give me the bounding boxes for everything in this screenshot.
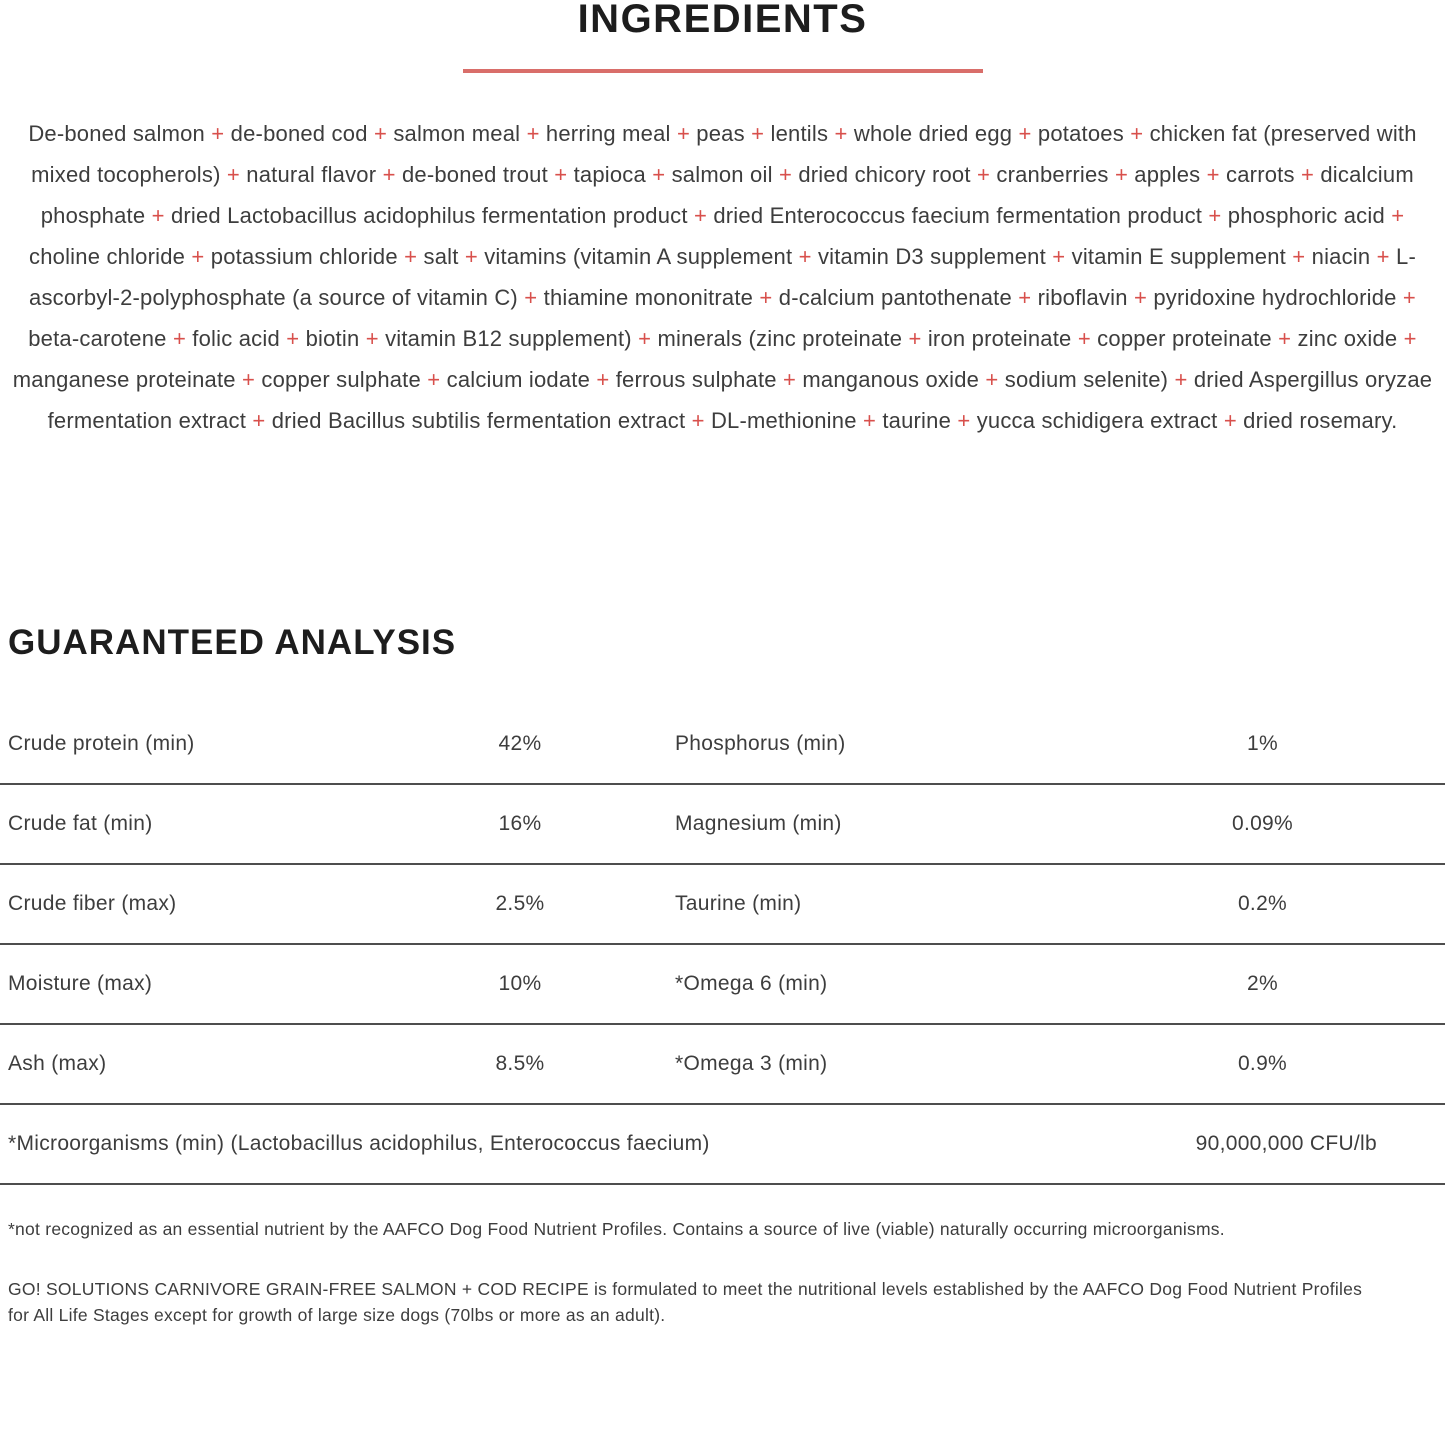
nutrient-value-right: 0.09% xyxy=(1231,812,1294,835)
plus-separator: + xyxy=(464,244,478,269)
plus-separator: + xyxy=(862,408,877,433)
plus-separator: + xyxy=(1391,203,1405,228)
analysis-row xyxy=(0,785,1445,865)
plus-separator: + xyxy=(778,162,793,187)
plus-separator: + xyxy=(1133,285,1148,310)
plus-separator: + xyxy=(1300,162,1315,187)
plus-separator: + xyxy=(783,367,797,392)
nutrient-value-right: 1% xyxy=(1247,732,1278,755)
nutrient-value-right: 0.2% xyxy=(1237,892,1288,915)
page-title: INGREDIENTS xyxy=(577,0,868,41)
plus-separator: + xyxy=(1052,244,1066,269)
plus-separator: + xyxy=(1130,121,1144,146)
guaranteed-analysis-heading: GUARANTEED ANALYSIS xyxy=(8,623,457,662)
plus-separator: + xyxy=(526,121,540,146)
plus-separator: + xyxy=(365,326,379,351)
plus-separator: + xyxy=(596,367,610,392)
plus-separator: + xyxy=(1278,326,1292,351)
plus-separator: + xyxy=(676,121,690,146)
plus-separator: + xyxy=(1206,162,1220,187)
plus-separator: + xyxy=(286,326,300,351)
plus-separator: + xyxy=(957,408,971,433)
nutrient-label-right: *Omega 3 (min) xyxy=(675,1052,828,1075)
plus-separator: + xyxy=(1114,162,1128,187)
plus-separator: + xyxy=(211,121,225,146)
plus-separator: + xyxy=(226,162,240,187)
plus-separator: + xyxy=(1018,285,1032,310)
nutrient-label-right: Taurine (min) xyxy=(675,892,802,915)
plus-separator: + xyxy=(1223,408,1237,433)
nutrient-value-right: 0.9% xyxy=(1237,1052,1288,1075)
nutrient-label-right: Phosphorus (min) xyxy=(675,732,846,755)
plus-separator: + xyxy=(691,408,705,433)
plus-separator: + xyxy=(1077,326,1091,351)
nutrient-label-left: Crude fiber (max) xyxy=(8,892,177,915)
plus-separator: + xyxy=(693,203,708,228)
microorganisms-row xyxy=(0,1105,1445,1185)
nutrient-value-left: 8.5% xyxy=(495,1052,545,1075)
plus-separator: + xyxy=(751,121,765,146)
ingredients-paragraph: De-boned salmon + de-boned cod + salmon meal + herring meal + peas + lentils + whole dried egg + potatoes + chicken fat (preserved with mixed tocopherols) + natural flavor + de-boned trout + tapioca + salmon oil + dried chicory root + cranberries + apples + carrots + dicalcium phosphate + dried Lactobacillus acidophilus fermentation product + dried Enterococcus faecium fermentation product + phosphoric acid + choline chloride + potassium chloride + salt + vitamins (vitamin A supplement + vitamin D3 supplement + vitamin E supplement + niacin + L-ascorbyl-2-polyphosphate (a source of vitamin C) + thiamine mononitrate + d-calcium pantothenate + riboflavin + pyridoxine hydrochloride + beta-carotene + folic acid + biotin + vitamin B12 supplement) + minerals (zinc proteinate + iron proteinate + copper proteinate + zinc oxide + manganese proteinate + copper sulphate + calcium iodate + ferrous sulphate + manganous oxide + sodium selenite) + dried Aspergillus oryzae fermentation extract + dried Bacillus subtilis fermentation extract + DL-methionine + taurine + yucca schidigera extract + dried rosemary. xyxy=(12,121,1433,433)
nutrient-value-left: 42% xyxy=(498,732,542,755)
plus-separator: + xyxy=(1403,326,1417,351)
analysis-row xyxy=(0,1025,1445,1105)
nutrient-value-right: 2% xyxy=(1247,972,1278,995)
nutrient-label-right: *Omega 6 (min) xyxy=(675,972,828,995)
plus-separator: + xyxy=(798,244,812,269)
nutrient-label-right: Magnesium (min) xyxy=(675,812,842,835)
plus-separator: + xyxy=(382,162,396,187)
plus-separator: + xyxy=(1376,244,1390,269)
nutrient-label-left: Moisture (max) xyxy=(8,972,153,995)
plus-separator: + xyxy=(373,121,388,146)
plus-separator: + xyxy=(524,285,538,310)
plus-separator: + xyxy=(554,162,568,187)
nutrient-value-left: 2.5% xyxy=(495,892,545,915)
plus-separator: + xyxy=(759,285,773,310)
nutrient-value-left: 10% xyxy=(498,972,542,995)
plus-separator: + xyxy=(652,162,666,187)
plus-separator: + xyxy=(908,326,922,351)
plus-separator: + xyxy=(638,326,652,351)
guaranteed-analysis-table xyxy=(0,705,1445,1185)
nutrient-label-left: Crude protein (min) xyxy=(8,732,195,755)
microorganisms-label: *Microorganisms (min) (Lactobacillus acidophilus, Enterococcus faecium) xyxy=(8,1132,710,1155)
title-underline xyxy=(463,69,983,73)
plus-separator: + xyxy=(242,367,256,392)
analysis-row xyxy=(0,865,1445,945)
plus-separator: + xyxy=(191,244,205,269)
plus-separator: + xyxy=(404,244,418,269)
aafco-statement: GO! SOLUTIONS CARNIVORE GRAIN-FREE SALMON + COD RECIPE is formulated to meet the nutritional levels established by the AAFCO Dog Food Nutrient Profiles for All Life Stages except for growth of large size dogs (70lbs or more as an adult). xyxy=(8,1279,1363,1326)
plus-separator: + xyxy=(252,408,266,433)
plus-separator: + xyxy=(985,367,999,392)
plus-separator: + xyxy=(834,121,848,146)
plus-separator: + xyxy=(977,162,991,187)
plus-separator: + xyxy=(1402,285,1416,310)
analysis-row xyxy=(0,705,1445,785)
plus-separator: + xyxy=(1292,244,1306,269)
plus-separator: + xyxy=(427,367,441,392)
nutrient-label-left: Crude fat (min) xyxy=(8,812,153,835)
plus-separator: + xyxy=(172,326,186,351)
asterisk-footnote: *not recognized as an essential nutrient by the AAFCO Dog Food Nutrient Profiles. Contains a source of live (viable) naturally occurring microorganisms. xyxy=(8,1219,1225,1239)
analysis-rows-container xyxy=(0,705,1445,1105)
plus-separator: + xyxy=(151,203,165,228)
microorganisms-value: 90,000,000 CFU/lb xyxy=(1195,1132,1377,1155)
nutrient-value-left: 16% xyxy=(498,812,542,835)
analysis-row xyxy=(0,945,1445,1025)
plus-separator: + xyxy=(1208,203,1222,228)
plus-separator: + xyxy=(1018,121,1032,146)
plus-separator: + xyxy=(1174,367,1188,392)
nutrient-label-left: Ash (max) xyxy=(8,1052,107,1075)
